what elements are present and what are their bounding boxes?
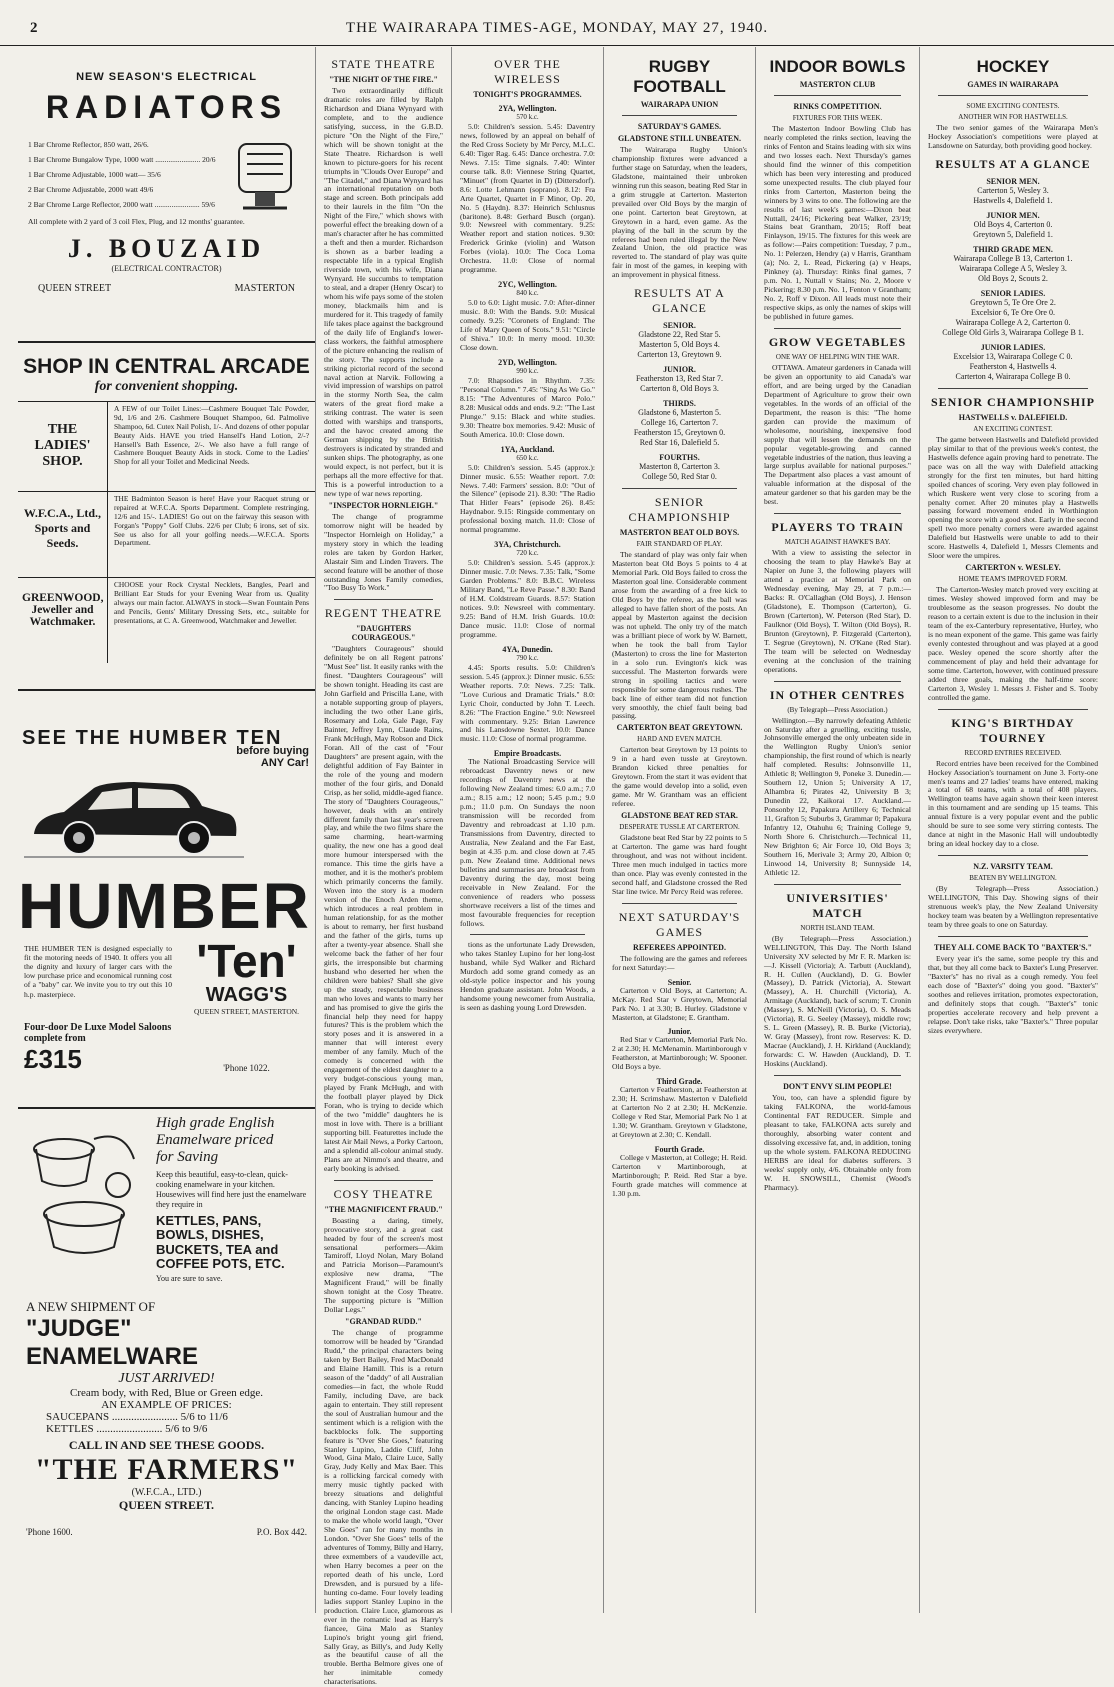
result-line: Wairarapa College A 2, Carterton 0. [955,317,1071,327]
players-heading: PLAYERS TO TRAIN [771,520,904,535]
greenwood-shop-text: CHOOSE your Rock Crystal Necklets, Bangles, Pearl and Brilliant Ear Studs for your Evening Wear from us. Quality always our main factor. ALWAYS in stock—Swan Fountain Pens and Pencils, Gents' Military Dressing Sets, etc., suitable for presentations, at C. A. Greenwood, Watchmaker and Jeweller. [114,580,309,625]
results-grade: FOURTHS. [659,453,700,463]
other-centres-subheading: (By Telegraph—Press Association.) [787,705,888,714]
radiators-note: All complete with 2 yard of 3 coil Flex, Plug, and 12 months' guarantee. [28,217,245,226]
humber-ad [18,691,315,1109]
carterton-subheading: HARD AND EVEN MATCH. [637,735,722,744]
result-line: Carterton 13, Greytown 9. [637,350,722,360]
radiators-header: NEW SEASON'S ELECTRICAL [76,71,257,83]
results-grade: THIRD GRADE MEN. [973,244,1053,254]
hockey-senior-heading: SENIOR CHAMPIONSHIP [930,394,1095,409]
vegetables-paragraph: OTTAWA. Amateur gardeners in Canada will be given an opportunity to aid Canada's war effort, and are being urged by the Canadian Department of Agriculture to grow their own vegetables. In the words of an official of the Department, the reason is this: "The home garden can provide the maximum of wholesome, nourishing, inexpensive food supply that will lessen the demands on the popular vegetable-growing and canned vegetable industries of the nation, thus leaving a large surplus available for national purposes." The Department also places a vast amount of valuable information at the disposal of the amateur gardener so that his garden may be the best. [764,362,911,507]
next-games-grade: Senior. [667,977,692,987]
farmers-line: Enamelware priced [156,1132,274,1148]
newspaper-title: THE WAIRARAPA TIMES-AGE, MONDAY, MAY 27, 1940. [345,20,769,36]
senior-championship-paragraph: The standard of play was only fair when Masterton beat Old Boys 5 points to 4 at Memorial Park. Old Boys failed to cross the Masterton goal line. Considerable comment arose from the awarding of a free kick to Old Boys by the referee, as the ball was alleged to have fallen short of the posts. An appeal by Masterton against the decision was not upheld. The only try of the match was a brilliant piece of work by W. Barnett, when he took the ball from Taylor (Masterton) to cross the line for Masterton in a solo run. Evington's kick was successful. The Masterton forwards were strong in spoiling tactics and were responsible for some dangerous rushes. The back line of either team did not function very smoothly, the chief fault being bad passing. [612,550,747,721]
column-hockey [920,47,1106,1613]
divider [622,115,737,116]
result-line: Gladstone 6, Masterton 5. [638,408,721,418]
result-line: College 50, Red Star 0. [642,472,717,482]
station-name: 2YC, Wellington. [498,280,557,290]
next-games-text: Carterton v Featherston, at Featherston at 2.30; H. Scrimshaw. Masterton v Dalefield at Carterton No 2 at 2.30; H. McKenzie. College v Red Star, Memorial Park No 1 at 1.30; W. Grantham. Greytown v Gladstone, at Greytown at 2.30; C. Kendall. [612,1085,747,1140]
result-line: Wairarapa College A 5, Wesley 3. [959,263,1067,273]
state-theatre-paragraph: Two extraordinarily difficult dramatic roles are filled by Ralph Richardson and Diana Wynyard with complete, and to the audience satisfying, success, in the G.B.D. picture "On the Night of the Fire," which will be shown tonight at the State Theatre. Richardson is well known to picture-goers for his recent triumphs in "Clouds Over Europe" and "The Citadel," and Diana Wynyard has an international reputation on both stage and screen. Both principals add to their laurels in the film "On the Night of the Fire," which shows with powerful effect the breaking down of a man's character after he has committed a theft and then a murder. Richardson is shown as a barber leading a respectable life in a typical English riverside town, with his wife, Diana Wynyard. He succumbs to temptation to steal, and a draper (Henry Oscar) to whom his wife pays some of the stolen money, blackmails him and is murdered for it. This tragedy of family life takes place against the background of the daily life of England's lower-class workers, the faithful atmosphere of the picture enhancing the realism of the story. The supports include a striking pictorial record of the second naval action at Narvik. Following a vivid impression of warships on patrol in the stormy North Sea, the calm waters of the great fiord make a striking contrast. The water is seen dotted with warships and transports, and the havoc created among the German shipping by the British destroyers is indicated by stranded and sunken ships. The photography, as one would expect, is not perfect, but it is perhaps all the more effective for that. This is a powerful introduction to a new type of war news reporting. [324,86,443,498]
farmers-body: Keep this beautiful, easy-to-clean, quick-cooking enamelware in your kitchen. Housewives will find here just the enamelware they require in [156,1170,307,1209]
state-theatre-heading: STATE THEATRE [331,57,436,71]
farmers-brand: "JUDGE" ENAMELWARE [26,1315,199,1371]
universities-heading: UNIVERSITIES' MATCH [786,890,889,920]
radiators-title: RADIATORS [45,89,288,125]
senior-championship-subheading-2: FAIR STANDARD OF PLAY. [636,540,723,549]
divider [470,934,585,935]
divider [938,936,1088,937]
result-line: Greytown 5, Dalefield 1. [973,229,1053,239]
baxters-heading: THEY ALL COME BACK TO "BAXTER'S." [933,942,1093,952]
divider [774,328,901,329]
saturday-games-subheading: GLADSTONE STILL UNBEATEN. [617,134,742,143]
farmers-arrived: JUST ARRIVED! [118,1371,215,1387]
divider [622,903,737,904]
farmers-example: AN EXAMPLE OF PRICES: [101,1399,232,1412]
column-bowls [756,47,920,1613]
farmers-ltd: (W.F.C.A., LTD.) [131,1487,202,1499]
station-programme: 5.0: Children's session. 5.45 (approx.): Dinner music. 6.55: Weather report. 7.0: News. 7.40: Farmers' session. 8.0: "Out of the Silence" (episode 21). 8.30: "The Radio That Hitler Fears" (episode 26). 8.45: Haydnabor. 9.15: Ringside commentary on professional boxing match. 11.0: Close of normal programme. [460,462,595,535]
humber-dealer: WAGG'S [205,984,288,1006]
result-line: Excelsior 13, Wairarapa College C 0. [953,351,1073,361]
result-line: Old Boys 2, Scouts 2. [978,273,1048,283]
column-wireless [452,47,604,1613]
farmers-box: P.O. Box 442. [256,1527,307,1538]
rinks-subheading: FIXTURES FOR THIS WEEK. [792,114,883,122]
page-number: 2 [30,20,38,36]
result-line: Carterton 4, Wairarapa College B 0. [955,371,1071,381]
column-advertisements [0,47,316,1613]
slim-paragraph: You, too, can have a splendid figure by taking FALKONA, the world-famous Continental FAT REDUCER. Simple and pleasant to take, FALKONA acts surely and thoroughly, absorbing water content and dissolving excessive fat, and, in addition, toning up the whole system. FALKONA REDUCING HERBS are ideal for diabetes sufferers. 3 weeks' supply only, 4/6. Obtainable only from W. H. SNOWSILL, Chemist (Wood's Pharmacy). [764,1093,911,1192]
next-games-grade: Junior. [667,1027,692,1037]
gladstone-subheading: DESPERATE TUSSLE AT CARTERTON. [619,823,740,832]
arcade-title: SHOP IN CENTRAL ARCADE [23,355,310,378]
regent-theatre-paragraph: "Daughters Courageous" should definitely be on all Regent patrons' "Must See" list. It easily ranks with the finest. "Daughters Courageous" will be shown tonight. Heading its cast are John Garfield and Priscilla Lane, with a notable supporting group of players, including the two other Lane girls, Rosemary and Lola, Gale Page, Fay Bainter, Jeffrey Lynn, Claude Rains, Frank McHugh, May Robson and Dick Foran. All of the cast of "Four Daughters" are present again, with the delightful addition of Fay Bainter in the role of the young and modern mother of the four girls, and Donald Crisp, as her solid, middle-aged fiance. The story of "Daughters Courageous," however, deals with an entirely different family than last year's screen play, and while the two films share the same charming, heart-warming quality, the new one has a good deal more humour interspersed with the romance. This time the girls have a mother, and it is the mother's problem which primarily concerns the family. Woven into the story is a modern version of the Enoch Arden theme, which introduces a real problem in human relationship, for as the mother is about to remarry, her first husband and the father of the girls, turns up after a twenty-year absence. Shall she welcome back the father of her four girls, the irresponsible but charming husband who deserted her when the children were babies? Shall she give up the steady, respectable business man who loves and wants to marry her and has promised to give the girls the financial help they need for happy futures? This is the problem which the story poses and it is answered in a manner that will interest every member of any family. Much of the comedy is concerned with the engagement of the eldest daughter to a very budget-conscious young man, played by Frank McHugh, and with the football player played by Dick Foran, who is trying to decide which of the two "middle" daughters he is most in love with. There is a brilliant supporting bill. Featurettes include the latest Air Mail News, a Porky Cartoon, and a splendid all-colour animal study. Plans are at Nimmo's and theatre, and early booking is advised. [324,644,443,1173]
carterton-paragraph: Carterton beat Greytown by 13 points to 9 in a hard even tussle at Greytown. Brandon kicked three penalties for Greytown. From the start it was evident that the game would develop into a solid, even game. Mr W. Grantham was an efficient referee. [612,745,747,809]
varsity-subheading: BEATEN BY WELLINGTON. [969,874,1057,883]
firm-name: J. BOUZAID [67,234,266,263]
senior-championship-heading: SENIOR CHAMPIONSHIP [628,495,731,525]
masthead [0,0,1114,46]
result-line: Wairarapa College B 13, Carterton 1. [953,253,1073,263]
slim-heading: DON'T ENVY SLIM PEOPLE! [783,1082,892,1092]
state-theatre-subheading: "THE NIGHT OF THE FIRE." [329,75,438,84]
divider [938,855,1088,856]
humber-phone: 'Phone 1022. [223,1063,270,1073]
tourney-heading: KING'S BIRTHDAY TOURNEY [951,715,1075,745]
result-line: Excelsior 6, Te Ore Ore 0. [971,307,1055,317]
farmers-price: SAUCEPANS ........................ 5/6 to 11/6 [46,1411,228,1424]
humber-tagline: before buying ANY Car! [236,745,309,769]
greenwood-shop-name: GREENWOOD, Jeweller and Watchmaker. [18,578,108,663]
divider [774,1075,901,1076]
universities-paragraph: (By Telegraph—Press Association.) WELLINGTON, This Day. The North Island University XV selected by Mr F. R. Marken is:—J. Kissell (Victoria); A. Tarbutt (Auckland), R. H. Cullen (Auckland), D. G. Bowler (Massey), D. Patrick (Victoria), A. Stewart (Massey), A. H. Churchill (Victoria), A. Armitage (Auckland), back of scrum; T. Cronin (Massey), S. McNeill (Victoria), O. S. Meads (Victoria), R. G. Seeley (Massey), middle row; S. L. Green (Massey), R. B. Burke (Victoria), W. Gray (Massey), front row. Reserves: K. D. Macrae (Auckland), J. H. Kirkland (Auckland); forwards: C. W. Hawden (Auckland), D. T. Hoskins (Auckland). [764,933,911,1069]
firm-subtitle: (ELECTRICAL CONTRACTOR) [111,264,222,273]
ladies-shop-name: THE LADIES' SHOP. [18,402,108,491]
radiator-item: 1 Bar Chrome Bungalow Type, 1000 watt ........................ 20/6 [28,155,216,164]
divider [334,599,433,600]
station-name: 2YA, Wellington. [498,104,557,113]
humber-model: 'Ten' [196,935,297,987]
divider [774,95,901,96]
humber-body: THE HUMBER TEN is designed especially to fit the motoring needs of 1940. It offers you all the dignity and luxury of larger cars with the low purchase price and economical running cost of a "baby" car. We invite you to try out this 10 h.p. masterpiece. [24,944,172,999]
divider [938,95,1088,96]
regent-theatre-subheading: "DAUGHTERS COURAGEOUS." [351,624,416,643]
state-theatre-subheading-2: "INSPECTOR HORNLEIGH." [328,500,439,510]
divider [774,884,901,885]
station-programme: 5.0 to 6.0: Light music. 7.0: After-dinner music. 8.0: With the Bands. 9.0: Musical comedy. 9.25: "Coronets of England: The Life of Mary Queen of Scots." 9.51: "Circle of Shiva." 10.0: In merry mood. 10.30: Close down. [460,298,595,352]
next-games-text: Red Star v Carterton, Memorial Park No. 2 at 2.30; H. McMenamin. Martinborough v Featherston, at Martinborough; W. Spooner. Old Boys a bye. [612,1035,747,1072]
wesley-subheading: HOME TEAM'S IMPROVED FORM. [958,575,1068,584]
results-grade: SENIOR. [663,321,696,331]
divider [938,709,1088,710]
wfca-shop-name: W.F.C.A., Ltd., Sports and Seeds. [18,492,108,577]
station-name: 2YD, Wellington. [498,357,557,367]
state-theatre-paragraph: The change of programme tomorrow night will be headed by "Inspector Hornleigh on Holiday," a mystery story in which the leading roles are taken by Gordon Harker, Alastair Sim and Linden Travers. The second feature will be another of those outstanding Jones Family comedies, "Too Busy To Work." [324,511,443,593]
ladies-shop-text: A FEW of our Toilet Lines:—Cashmere Bouquet Talc Powder, 9d, 1/6 and 2/6. Cashmere Bouquet Shampoo, 6d. Palmolive Shampoo, 6d. Cutex Nail Polish, 1/-. And dozens of other popular Beauty Aids. HAVE you tried Hansell's Hand Lotion, 2/-? Hansell's Bath Essence, 2/-. We also have a full range of Cashmere Bouquet Beauty Aids in stock. Come to the Ladies' Shop for all your Toilet and Medicinal Needs. [114,404,310,467]
tourney-paragraph: Record entries have been received for the Combined Hockey Association's tournament on June 3. Forty-one men's teams and 27 ladies' teams have entered, making a total of 68 teams, with a total of 408 players. Wellington teams have again shown their keen interest in this tournament and are sending up 15 teams. This annual fixture is a very popular event and the public should be sure to see some very stirring contests. The dance at night in the Masonic Hall will undoubtedly bring an ideal hockey day to a close. [928,758,1098,849]
station-name: 3YA, Christchurch. [494,540,561,550]
hockey-heading: HOCKEY [976,57,1050,76]
station-frequency: 990 k.c. [516,366,539,375]
wireless-heading: OVER THE WIRELESS [494,57,561,86]
station-frequency: 650 k.c. [516,453,539,462]
farmers-items: KETTLES, PANS, BOWLS, DISHES, BUCKETS, TEA and COFFEE POTS, ETC. [156,1213,285,1271]
results-grade: JUNIOR MEN. [986,210,1040,220]
wireless-subheading: TONIGHT'S PROGRAMMES. [473,90,582,99]
cosy-theatre-paragraph: The change of programme tomorrow will be headed by "Grandad Rudd," the principal characters being taken by Bert Bailey, Fred MacDonald and Elaine Hamill. This is a return season of the "daddy" of all Australian comedies—in fact, the whole Rudd Family, including Dave, are back again to entertain. They still represent the soul of Australian humour and the sentiment which is a religion with the backblocks folk. The supporting feature is "Over She Goes," featuring Stanley Lupino, Laddie Cliff, John Wood, Gina Malo, Claire Luce, Sally Gray, Judy Kelly and Max Baer. This is a rollicking farcical comedy with merry music tightly packed with breezy situations and delightful dancing, with Stanley Lupino heading the original London stage cast. Made to make the whole world laugh, "Over She Goes" ran for many months in London. "Over She Goes" tells of the adventures of Tommy, Billy and Harry, three exmembers of a vaudeville act, when Harry becomes a peer on the reported death of his uncle, Lord Drewsden, and is pursued by a life-hunting co-dame. Four lovely leading ladies support Stanley Lupino in the production. Claire Luce, glamorous as ever in the romantic lead as Harry's fiancee, Gina Malo as Stanley Lupino's bright young girl friend, Sally Gray, as Billy's, and Judy Kelly as the beautiful cause of all the trouble. Bertha Belmore gives one of her inimitable comedy characterisations. [324,1328,443,1687]
wfca-shop-text: THE Badminton Season is here! Have your Racquet strung or repaired at W.F.C.A. Sports Department. Complete restringing, 12/6 and 15/-. LADIES! Go out on the fairway this season with Forgan's "Poppy" Golf Clubs. 22/6 per Club; 6 irons, set of six. See us also for all your golfing needs.—W.F.C.A. Sports Department. [114,494,309,548]
universities-subheading: NORTH ISLAND TEAM. [800,923,875,932]
column-theatres [316,47,452,1687]
station-name: 1YA, Auckland. [500,444,555,454]
next-games-grade: Fourth Grade. [654,1145,705,1154]
wesley-heading: CARTERTON v. WESLEY. [965,563,1061,573]
hockey-results-heading: RESULTS AT A GLANCE [935,156,1091,171]
radiator-item: 2 Bar Chrome Large Reflector, 2000 watt ........................ 59/6 [28,200,215,209]
station-programme: 4.45: Sports results. 5.0: Children's session. 5.45 (approx.): Dinner music. 6.55: Weather reports. 7.0: News. 7.25: Talk. "Love Curious and Dramatic Trials." 8.0: Lyric Choir, conducted by John T. Leech. 8.26: "The Fraction Engine." 9.0: Newsreel with commentary. 9.25: Brian Lawrence and his Lansdowne Sextet. 10.0: Dance music. 11.0: Close of normal programme. [460,662,595,744]
bowls-paragraph: The Masterton Indoor Bowling Club has nearly completed the rinks section, leaving the rinks of Fenton and Stains leading with six wins and two losses each. Next Thursday's games should find the winner of this competition which has been very interesting and produced some unexpected results. The club played four rinks from Carterton, Masterton being the winners by 3 wins to one. The following are the results of last week's games:—Dixon beat Nuttall, 24/16; Pickering beat Walker, 23/19; Stains beat Grantham, 20/15; Roff beat Finlayson, 19/15. The fixtures for this week are as follow:—Pairs competition: Tuesday, 7 p.m., No. 1: Pelerzen, Hendry (a) v Harris, Grantham (a); No. 2, L. Read, Pickering (a) v Heaps, Pinkney (a). Thursday: Rinks final games, 7 p.m. No. 1, Nuttall v Stains; No. 2, Moore v Pickering; 8.30 p.m. No. 1, Fenton v Grantham; No. 2, Roff v Dixon. All leads must note their respective skips, as only the names of skips will be published in future games. [764,124,911,322]
hockey-senior-subheading-2: AN EXCITING CONTEST. [973,424,1053,433]
radiator-illustration [225,134,305,214]
result-line: Greytown 5, Te Ore Ore 2. [970,297,1056,307]
humber-offer: Four-door De Luxe Model Saloons complete from [24,1022,172,1044]
station-programme: 7.0: Rhapsodies in Rhythm. 7.35: "Personal Column." 7.45: "Sing As We Go." 8.15: "The Adventures of Marco Polo." 8.28: Musical odds and ends. 9.2: "The Last Plunge." 9.15: Black and white studies. 9.30: Theatre box memories. 9.42: Music of South America. 10.0: Close down. [460,375,595,439]
hockey-subheading-2: SOME EXCITING CONTESTS. [966,102,1060,110]
next-games-intro: The following are the games and referees for next Saturday:— [612,953,747,972]
results-grade: SENIOR LADIES. [980,288,1046,298]
results-grade: JUNIOR LADIES. [980,342,1046,352]
result-line: College 16, Carterton 7. [640,418,719,428]
cosy-continued-text: tions as the unfortunate Lady Drewsden, who takes Stanley Lupino for her long-lost husband, while Syd Walker and Richard Murdoch add some grand comedy as an old-style police inspector and his young Hendon graduate assistant. John Woods, a handsome young newcomer from Australia, is seen as dashing young Lord Drewsden. [460,940,595,1013]
other-centres-heading: IN OTHER CENTRES [769,687,906,702]
farmers-line: High grade English [156,1115,275,1131]
humber-headline: SEE THE HUMBER TEN [22,727,283,749]
bowls-subheading: MASTERTON CLUB [799,80,876,89]
results-grade: SENIOR MEN. [986,176,1040,186]
station-frequency: 840 k.c. [516,289,539,298]
senior-championship-subheading: MASTERTON BEAT OLD BOYS. [619,528,740,538]
hockey-senior-subheading: HASTWELLS v. DALEFIELD. [958,412,1068,422]
rinks-heading: RINKS COMPETITION. [793,102,882,111]
result-line: Gladstone 22, Red Star 5. [638,330,721,340]
next-games-heading: NEXT SATURDAY'S GAMES [618,909,741,939]
result-line: Carterton 5, Wesley 3. [977,185,1049,195]
radiator-item: 1 Bar Chrome Reflector, 850 watt, 26/6. [28,140,149,149]
humber-brand: HUMBER [18,870,311,942]
rugby-subheading: WAIRARAPA UNION [640,100,719,109]
regent-theatre-heading: REGENT THEATRE [324,606,443,621]
firm-street: QUEEN STREET [38,283,112,294]
wesley-paragraph: The Carterton-Wesley match proved very exciting at times. Wesley showed improved form and may be troublesome as the season progresses. No doubt the reason to a certain extent is due to the inclusion in their team of the ex-Canterbury representative, Hurley, who is no mean exponent of the game. This game was fairly evenly contested throughout and was played at a good pace. Wesley opened the score shortly after the commencement of play and held their advantage for some time. Carterton, however, with continued pressure added three goals, making the half-time score: Carterton 3, Wesley 1. Messrs J. Fisher and S. Tooby controlled the game. [928,585,1098,702]
divider [774,513,901,514]
empire-broadcasts-heading: Empire Broadcasts. [493,749,562,759]
cosy-theatre-paragraph: Boasting a daring, timely, provocative story, and a great cast headed by four of the screen's most sensational performers—Akim Tamiroff, Lloyd Nolan, Mary Boland and Patricia Morison—Paramount's explosive new drama, "The Magnificent Fraud," will be finally shown tonight at the Cosy Theatre. The supporting picture is "Million Dollar Legs." [324,1215,443,1315]
farmers-street: QUEEN STREET. [118,1498,215,1513]
station-frequency: 790 k.c. [516,653,539,662]
farmers-line: for Saving [156,1149,219,1165]
farmers-phone: 'Phone 1600. [26,1527,73,1538]
cosy-theatre-heading: COSY THEATRE [333,1186,434,1201]
players-paragraph: With a view to assisting the selector in choosing the team to play Hawke's Bay at Napier on June 3, the following players will attend a practice at Memorial Park on Wednesday evening, May 29, at 7 p.m.:— Backs: R. O'Callaghan (Old Boys), J. Henson (Gladstone), E. Thompson (Carterton), G. Brown (Carterton), W. Peterson (Red Star), D. Faulknor (Old Boys), T. Wilton (Old Boys), R. Brunton (Greytown), P. Fitzgerald (Carterton), T. Segrue (Greytown), N. O'Kane (Red Star). The team will be selected on Wednesday evening at the conclusion of the training operations. [764,548,911,674]
varsity-heading: N.Z. VARSITY TEAM. [973,862,1053,872]
varsity-paragraph: (By Telegraph—Press Association.) WELLINGTON, This Day. Showing signs of their strenuous week's play, the New Zealand University hockey team was beaten by a Wellington representative team by three goals to one on Saturday. [928,884,1098,929]
result-line: Masterton 5, Old Boys 4. [639,340,720,350]
divider [622,488,737,489]
station-name: 4YA, Dunedin. [502,644,553,654]
radiator-item: 2 Bar Chrome Adjustable, 2000 watt 49/6 [28,185,154,194]
next-games-subheading: REFEREES APPOINTED. [633,942,726,952]
next-games-text: Carterton v Old Boys, at Carterton; A. McKay. Red Star v Greytown, Memorial Park No. 1 at 3.30; B. Hurley. Gladstone v Masterton, at Gladstone; E. Grantham. [612,985,747,1022]
hockey-senior-paragraph: The game between Hastwells and Dalefield provided play similar to that of the previous week's contest, the Hastwells defence again proving hard to penetrate. The pace was on all the way with Dalefield attacking strongly for the first ten minutes, but hard hitting spoiled chances of scoring. Very even play followed in which Ruskere went very close to scoring from a penalty corner. After 20 minutes play a Hastwells passing forward movement ended in Worthington opening the score with a good shot. Early in the second spell two more penalty corners were awarded against Dalefield but Hastwells were unable to add to their score. Hastwells 4, Dalefield 1, Messrs Clements and Sloor were the umpires. [928,434,1098,561]
station-frequency: 570 k.c. [516,113,539,121]
baxters-paragraph: Every year it's the same, some people try this and that, but they all come back to Baxter's Lung Preserver. "Baxter's" has no rival as a cough remedy. You feel each dose of "Baxter's" doing you good. "Baxter's" soothes and relieves irritation, promotes expectoration, and definitely stops that cough. "Baxter's" tonic properties accelerate recovery and help prevent a relapse. Don't take risks, take "Baxter's." Three popular sizes everywhere. [928,953,1098,1035]
station-frequency: 720 k.c. [516,549,539,558]
results-heading: RESULTS AT A GLANCE [634,286,725,316]
result-line: Featherston 15, Greytown 0. [633,428,726,438]
gladstone-paragraph: Gladstone beat Red Star by 22 points to 5 at Carterton. The game was hard fought throughout, and was not without incident. Three men much indulged in tactics more than once. Play was evenly contested in the second half, and Gladstone crossed the Red Star line twice. Mr Percy Reid was referee. [612,833,747,896]
cosy-theatre-subheading-2: "GRANDAD RUDD." [345,1317,422,1327]
farmers-shipment: A NEW SHIPMENT OF [26,1299,156,1315]
result-line: Featherston 4, Hastwells 4. [969,361,1057,371]
hockey-intro: The two senior games of the Wairarapa Men's Hockey Association's competitions were played at Lansdowne on Saturday, both providing good hockey. [928,123,1098,150]
result-line: Featherston 13, Red Star 7. [635,374,724,384]
divider [334,1180,433,1181]
humber-dealer-address: QUEEN STREET, MASTERTON. [193,1007,300,1016]
empire-broadcasts-text: The National Broadcasting Service will rebroadcast Daventry news or new recordings of Daventry news at the following New Zealand times: 6.0 a.m.; 7.0 a.m.; 8.15 a.m.; 12 noon; 5.45 p.m.; 9.0 p.m.; 11.0 p.m. On Sundays the noon transmission will be recorded from Daventry and rebroadcast at 1.10 p.m. Transmissions from Daventry, directed to Australia, New Zealand and the Far East, begin at 4.35 p.m. and close down at 7.45 p.m. New Zealand time. Additional news bulletins and summaries are broadcast from Daventry during the day, most being receivable in New Zealand. For the convenience of readers who possess shortwave receivers a list of the times and most favourable frequencies for reception follows. [460,757,595,928]
column-rugby [604,47,756,1613]
results-grade: JUNIOR. [663,365,696,375]
firm-town: MASTERTON [234,283,295,294]
rugby-paragraph: The Wairarapa Rugby Union's championship fixtures were advanced a further stage on Saturday, when the leaders, Gladstone, maintained their unbroken winning run this season, beating Red Star in a grim struggle at Carterton. Masterton prevailed over Old Boys by the margin of one point. Carterton beat Greytown, at Greytown in a hard, even game. As the playing of the ball in the scrum by the referees had been ruled illegal by the New Zealand Union, the old practice was reverted to. The standard of play was quite fair in most of the games, in keeping with an improvement in physical fitness. [612,145,747,280]
result-line: Hastwells 4, Dalefield 1. [973,195,1053,205]
farmers-description: Cream body, with Red, Blue or Green edge. [70,1387,263,1400]
carterton-heading: CARTERTON BEAT GREYTOWN. [616,723,743,733]
farmers-call: CALL IN AND SEE THESE GOODS. [68,1438,265,1453]
result-line: Old Boys 4, Carterton 0. [973,219,1053,229]
vegetables-heading: GROW VEGETABLES [768,334,907,349]
tourney-subheading: RECORD ENTRIES RECEIVED. [964,748,1062,757]
result-line: Carterton 8, Old Boys 3. [640,384,719,394]
humber-price: £315 [24,1044,82,1074]
radiator-item: 1 Bar Chrome Adjustable, 1000 watt— 35/6 [28,170,161,179]
other-centres-paragraph: Wellington.—By narrowly defeating Athletic on Saturday after a gruelling, exciting tussle, Johnsonville emerged the only unbeaten side in the Wellington Rugby Union's senior championship, the first round of which is nearly half completed. Results: Johnsonville 11, Athletic 8; Wellington 9, Poneke 3. Dunedin.—Southern 12, Union 5; University A 17, Alhambra 6; Pirates 42, University B 3; Dunedin 22, Kaikorai 17. Auckland.—Ponsonby 12, Papakura Artillery 6; Technical 11, Grafton 5; Suburbs 3, Grammar 0; Papakura Infantry 12, Otahuhu 6; Training College 9, North Shore 6. Christchurch.—Technical 11, New Brighton 6; Air Force 10, Old Boys 3; Southern 16, Merivale 3; Army 20, Albion 0; Linwood 14, University 8; Sunnyside 14, Athletic 12. [764,715,911,877]
bowls-heading: INDOOR BOWLS [769,57,906,76]
rugby-heading: RUGBY FOOTBALL [633,57,726,96]
farmers-name: "THE FARMERS" [34,1453,299,1487]
gladstone-heading: GLADSTONE BEAT RED STAR. [621,811,738,821]
farmers-sure: You are sure to save. [156,1274,223,1284]
central-arcade-ad [18,343,315,691]
radiators-ad [18,47,315,343]
result-line: College Old Girls 3, Wairarapa College B 1. [942,327,1084,337]
farmers-ad [18,1109,315,1605]
enamelware-illustration [24,1119,144,1269]
next-games-grade: Third Grade. [656,1077,703,1087]
hockey-subheading: GAMES IN WAIRARAPA [967,80,1059,89]
vegetables-subheading: ONE WAY OF HELPING WIN THE WAR. [775,352,900,361]
results-grade: THIRDS. [663,399,696,409]
cosy-theatre-subheading: "THE MAGNIFICENT FRAUD." [324,1204,443,1214]
result-line: Red Star 16, Dalefield 5. [639,438,720,448]
next-games-text: College v Masterton, at College; H. Reid. Carterton v Martinborough, at Martinborough; P. Reid. Red Star a bye. Fourth grade matches will commence at 1.30 p.m. [612,1153,747,1198]
station-programme: 5.0: Children's session. 5.45: Daventry news, followed by an appeal on behalf of the Red Cross Society by Mr Percy, M.L.C. 6.40: Tiger Rag. 6.45: Dance orchestra. 7.0: News. 7.15: Time signals. 7.40: Winter course talk. 8.0: Viennese String Quartet, "Minuet" (from Quartet in D) (Dittersdorf). 8.6: Lotte Lehmann (soprano). 8.12: Fra Arte Quartet, Quartet in F Minor, Op. 20, No. 5 (Haydn). 8.37: Heinrich Schlusnus (baritone). 8.48: Gerhard Busch (organ). 9.0: Newsreel with commentary. 9.25: Weather report and station notices. 9.30: Frederick Grinke (violin) and Watson Forbes (viola). 10.0: The Coca Loma Orchestra. 11.0: Close of normal programme. [460,122,595,275]
result-line: Masterton 8, Carterton 3. [639,462,720,472]
divider [938,388,1088,389]
station-programme: 5.0: Children's session. 5.45 (approx.): Dinner music. 7.0: News. 7.35: Talk, "Some Garden Problems." 8.0: B.B.C. Wireless Military Band, "Le Reve Passe." 8.30: Band of H.M. Coldstream Guards. 8.57: Station notices. 9.0: Newsreel with commentary. 9.25: Band of H.M. Irish Guards. 10.0: Dance music. 11.0: Close of normal programme. [460,558,595,639]
farmers-price: KETTLES ........................ 5/6 to 9/6 [46,1423,208,1436]
humber-car-illustration [24,766,244,866]
hockey-subheading-3: ANOTHER WIN FOR HASTWELLS. [958,113,1068,121]
saturday-games-heading: SATURDAY'S GAMES. [637,122,722,131]
arcade-subtitle: for convenient shopping. [94,379,239,394]
divider [774,681,901,682]
players-subheading: MATCH AGAINST HAWKE'S BAY. [784,538,891,547]
